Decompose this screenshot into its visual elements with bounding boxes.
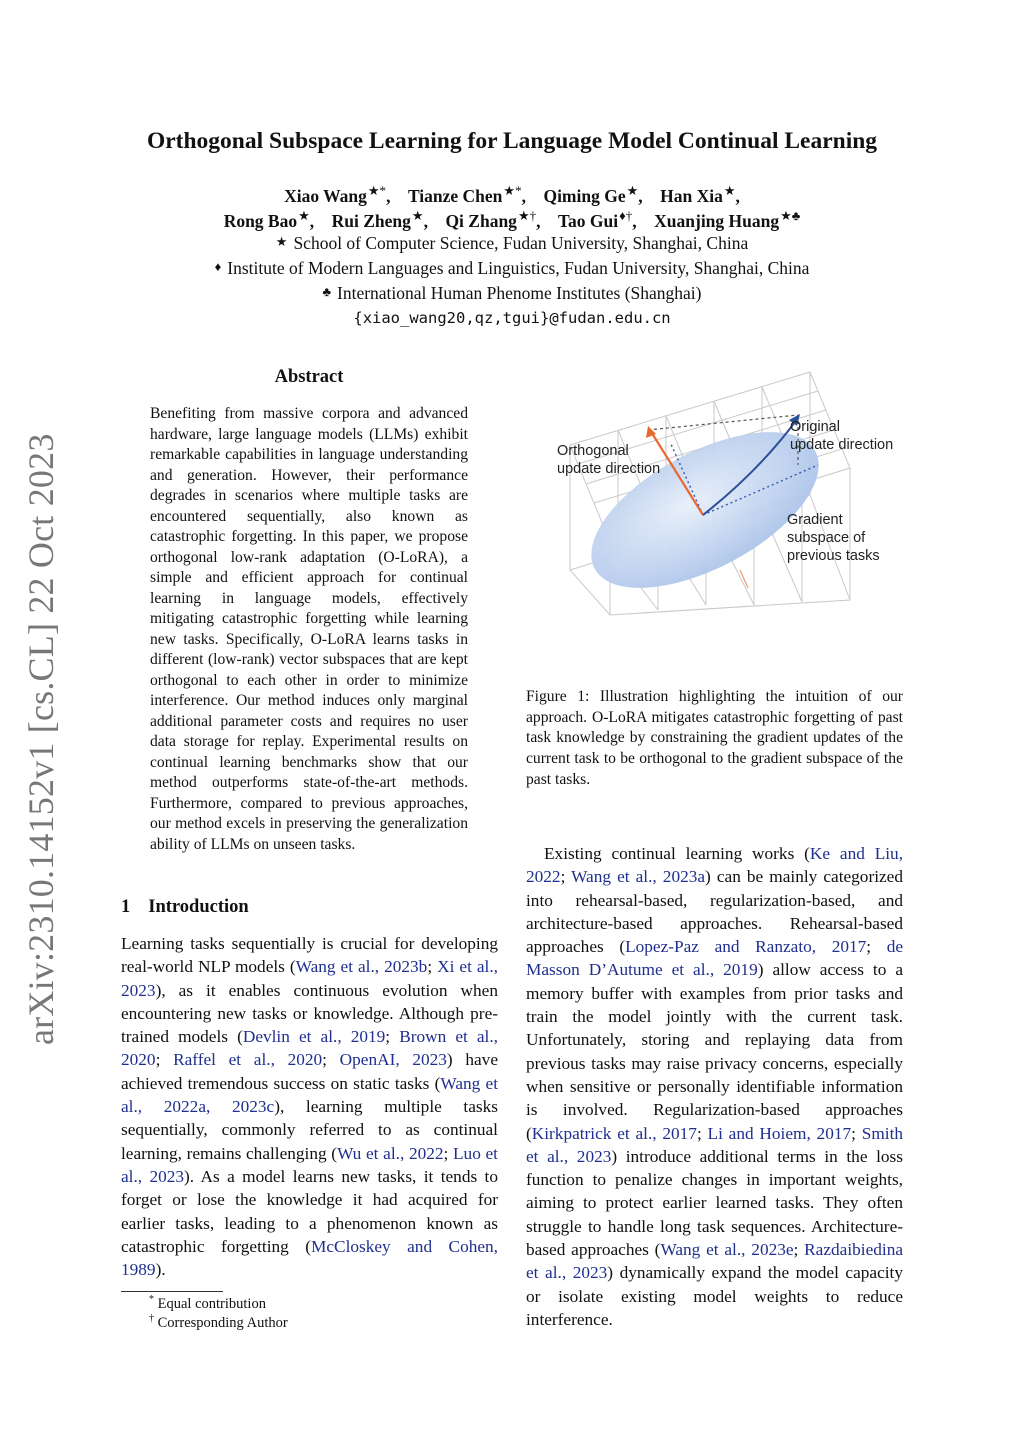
body-text: ;: [696, 1123, 708, 1143]
label-line: update direction: [790, 437, 894, 453]
citation-link[interactable]: Ke and Liu, 2022: [526, 844, 904, 887]
footnote-text: Corresponding Author: [157, 1314, 288, 1331]
body-text: ;: [793, 1240, 805, 1260]
section-heading-introduction: [121, 897, 249, 918]
arxiv-sidebar-stamp: arXiv:2310.14152v1 [cs.CL] 22 Oct 2023: [21, 433, 61, 1045]
gradient-subspace-label: [787, 511, 880, 565]
author-name: Xuanjing Huang: [654, 210, 780, 231]
label-line: Orthogonal: [557, 443, 629, 459]
original-direction-label: [790, 418, 893, 454]
body-text: ) have achieved tremendous success on static tasks (: [121, 1050, 498, 1093]
body-text: ;: [851, 1123, 862, 1143]
citation-link[interactable]: Lopez-Paz and Ranzato, 2017: [625, 937, 867, 957]
citation-link[interactable]: Wang et al., 2023b: [295, 957, 428, 977]
author: [223, 208, 310, 231]
affiliation-1: [100, 233, 924, 254]
star-icon: ★: [275, 234, 288, 249]
author-line-1: Xiao Wang★*, Tianze Chen★*, Qiming Ge★, Han Xia★,: [284, 183, 740, 206]
orthogonal-direction-label: [557, 442, 660, 478]
author: [543, 183, 639, 206]
author-name: Qiming Ge: [543, 185, 626, 206]
label-line: update direction: [557, 461, 661, 477]
body-text: ). As a model learns new tasks, it tends to forget or lose the knowledge it had acquired for earlier tasks, leading to a phenomenon known as catastrophic forgetting (: [121, 1166, 498, 1256]
citation-link[interactable]: Kirkpatrick et al., 2017: [531, 1123, 697, 1143]
author-name: Han Xia: [660, 185, 723, 206]
author-affiliation-mark: ★: [723, 183, 736, 198]
abstract-body: Benefiting from massive corpora and advanced hardware, large language models (LLMs) exhibit remarkable capabilities in language understanding and generation. However, their performance degrades in scenarios where multiple tasks are encountered sequentially, also known as catastrophic forgetting. In this paper, we propose orthogonal low-rank adaptation (O-LoRA), a simple and efficient approach for continual learning in language models, effectively mitigating catastrophic forgetting while learning new tasks. Specifically, O-LoRA learns tasks in different (low-rank) vector subspaces that are kept orthogonal to each other in order to minimize interference. Our method induces only marginal additional parameter costs and requires no user data storage for replay. Experimental results on continual learning benchmarks show that our method outperforms state-of-the-art methods. Furthermore, compared to previous approaches, our method excels in preserving the generalization ability of LLMs on unseen tasks.: [150, 405, 468, 853]
author: [284, 183, 387, 206]
citation-link[interactable]: Xi et al., 2023: [121, 957, 499, 1000]
label-line: Gradient: [787, 512, 843, 528]
section-title: Introduction: [148, 897, 249, 917]
citation-link[interactable]: Raffel et al., 2020: [173, 1050, 323, 1070]
author-name: Tianze Chen: [407, 185, 503, 206]
citation-link[interactable]: OpenAI, 2023: [339, 1050, 447, 1070]
figure-1-illustration: [540, 360, 920, 620]
footnote-mark: †: [149, 1313, 154, 1324]
figure-1-caption: Figure 1: Illustration highlighting the intuition of our approach. O-LoRA mitigates catastrophic forgetting of past task knowledge by constraining the gradient updates of the current task to be orthogonal to the gradient subspace of the past tasks.: [526, 688, 903, 788]
citation-link[interactable]: McCloskey and Cohen, 1989: [121, 1236, 498, 1280]
label-line: Original: [790, 419, 840, 435]
body-text: ).: [155, 1260, 166, 1280]
body-text: Learning tasks sequentially is crucial for developing real-world NLP models (: [121, 934, 498, 977]
author-name: Tao Gui: [557, 210, 619, 231]
citation-link[interactable]: Luo et al., 2023: [121, 1143, 498, 1186]
body-text: ;: [427, 957, 438, 977]
body-text: ;: [322, 1050, 340, 1070]
label-line: previous tasks: [787, 548, 880, 564]
body-text: Existing continual learning works (: [544, 844, 810, 863]
author-name: Xiao Wang: [284, 185, 367, 206]
citation-link[interactable]: Razdaibiedina et al., 2023: [526, 1240, 904, 1283]
author-line-2: Rong Bao★, Rui Zheng★, Qi Zhang★†, Tao Gui♦†, Xuanjing Huang★♣: [223, 208, 801, 231]
author-affiliation-mark: ♦†: [619, 208, 633, 223]
citation-link[interactable]: Brown et al., 2020: [121, 1027, 498, 1070]
intro-paragraph-2: [526, 842, 903, 1331]
intro-paragraph-1: [121, 932, 498, 1281]
footnote-mark: *: [149, 1294, 154, 1305]
author-name: Rui Zheng: [331, 210, 411, 231]
citation-link[interactable]: Devlin et al., 2019: [242, 1027, 386, 1047]
body-text: ) introduce additional terms in the loss function to penalize changes in important weights, aiming to protect earlier learned tasks. They often struggle to handle long task sequences. Architecture-based approaches (: [526, 1146, 903, 1260]
author: [557, 208, 633, 231]
abstract-heading: Abstract: [274, 367, 344, 387]
diamond-icon: ♦: [214, 259, 222, 274]
body-text: ), as it enables continuous evolution when encountering new tasks or knowledge. Although pre-trained models (: [121, 980, 498, 1047]
author-affiliation-mark: ★♣: [780, 208, 801, 223]
body-text: ) dynamically expand the model capacity or isolate existing model weights to reduce interference.: [526, 1263, 903, 1329]
body-text: ;: [385, 1027, 400, 1047]
footnote-corresponding-author: [149, 1313, 288, 1332]
author-name: Rong Bao: [223, 210, 298, 231]
citation-link[interactable]: de Masson D’Autume et al., 2019: [526, 937, 903, 980]
affiliation-text: International Human Phenome Institutes (Shanghai): [337, 283, 702, 303]
author-affiliation-mark: ★: [626, 183, 639, 198]
body-text: ;: [866, 937, 887, 957]
author-affiliation-mark: ★: [411, 208, 424, 223]
author-name: Qi Zhang: [445, 210, 517, 231]
club-icon: ♣: [322, 284, 331, 299]
footnote-divider: [121, 1291, 223, 1292]
citation-link[interactable]: Wu et al., 2022: [337, 1143, 444, 1163]
body-text: ;: [560, 867, 572, 887]
body-text: ;: [443, 1143, 453, 1163]
footnote-equal-contribution: [149, 1294, 266, 1313]
affiliation-text: School of Computer Science, Fudan University, Shanghai, China: [293, 233, 749, 253]
label-line: subspace of: [787, 530, 866, 546]
author-email[interactable]: {xiao_wang20,qz,tgui}@fudan.edu.cn: [353, 309, 671, 327]
author: [407, 183, 522, 206]
body-text: ;: [155, 1050, 174, 1070]
author: [654, 208, 801, 231]
paper-title: Orthogonal Subspace Learning for Language Model Continual Learning: [146, 128, 878, 154]
author-affiliation-mark: ★*: [503, 183, 522, 198]
author: [445, 208, 537, 231]
footnote-text: Equal contribution: [157, 1295, 266, 1312]
affiliation-2: [100, 258, 924, 279]
citation-link[interactable]: Wang et al., 2023a: [571, 867, 706, 887]
body-text: ) can be mainly categorized into rehearsal-based, regularization-based, and architecture-based approaches. Rehearsal-based approaches (: [526, 867, 903, 957]
author-affiliation-mark: ★: [298, 208, 310, 223]
author: [331, 208, 424, 231]
body-text: ), learning multiple tasks sequentially, commonly referred to as continual learning, remains challenging (: [121, 1097, 498, 1163]
citation-link[interactable]: Li and Hoiem, 2017: [707, 1123, 852, 1143]
author-affiliation-mark: ★*: [367, 183, 387, 198]
section-number: 1: [121, 897, 131, 917]
citation-link[interactable]: Wang et al., 2022a, 2023c: [121, 1073, 499, 1117]
citation-link[interactable]: Smith et al., 2023: [526, 1123, 904, 1166]
author-affiliation-mark: ★†: [517, 208, 537, 223]
body-text: ) allow access to a memory buffer with examples from prior tasks and train the model jointly with the current task. Unfortunately, storing and replaying data from previous tasks may raise privacy concerns, especially when sensitive or personally identifiable information is involved. Regularization-based approaches (: [526, 960, 903, 1143]
citation-link[interactable]: Wang et al., 2023e: [660, 1240, 794, 1260]
affiliation-text: Institute of Modern Languages and Linguistics, Fudan University, Shanghai, China: [227, 258, 810, 278]
figure-1: [540, 360, 920, 620]
affiliation-3: [100, 283, 924, 304]
author: [660, 183, 736, 206]
